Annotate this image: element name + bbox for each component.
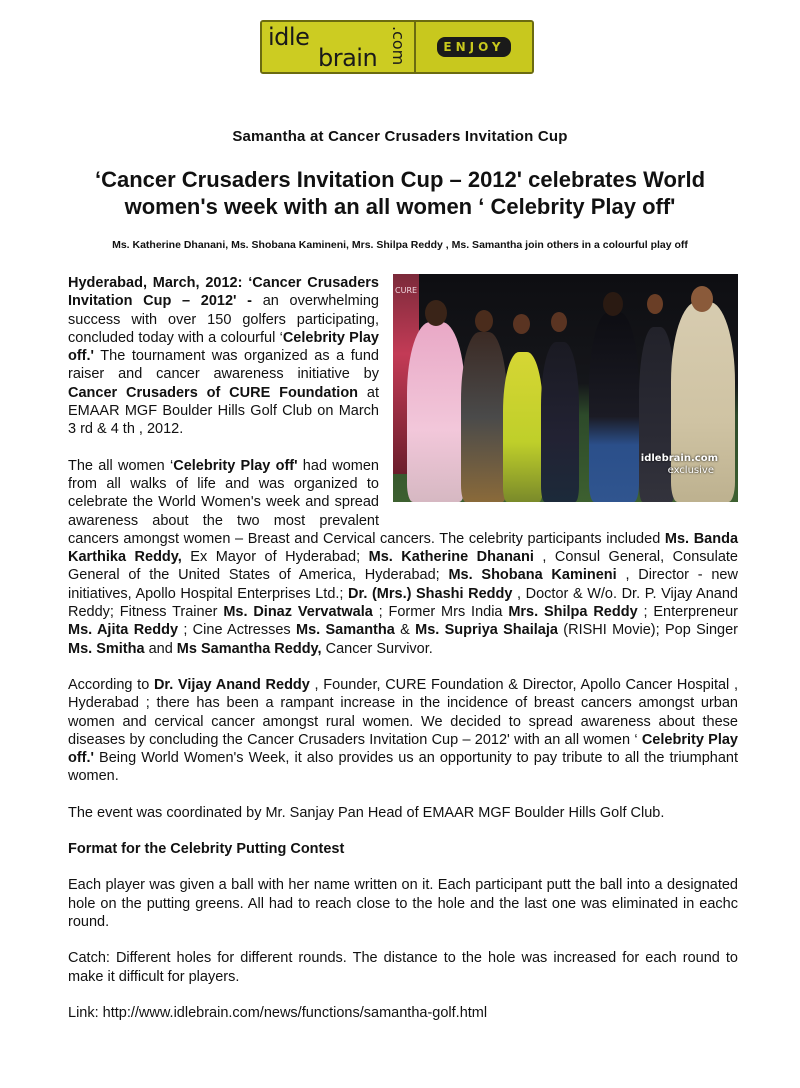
photo-head bbox=[475, 310, 493, 332]
p2-bold-9: Ms. Samantha bbox=[296, 622, 395, 639]
photo-watermark: idlebrain.com bbox=[640, 452, 718, 464]
p2-text-1: The all women ‘ bbox=[68, 457, 174, 474]
p2-bold-11: Ms. Smitha bbox=[68, 640, 145, 657]
p2-text-13: Cancer Survivor. bbox=[321, 640, 433, 657]
photo-head bbox=[603, 292, 623, 316]
logo-text-com: .com bbox=[389, 26, 408, 66]
p1-bold-1: Hyderabad, March, 2012: ‘Cancer Crusaders Invitation Cup – 2012' - bbox=[68, 275, 379, 310]
p1-bold-3: Cancer Crusaders of CURE Foundation bbox=[68, 384, 359, 401]
logo-tagline-area bbox=[416, 22, 532, 72]
photo-head bbox=[647, 294, 663, 314]
p2-bold-7: Mrs. Shilpa Reddy bbox=[508, 604, 638, 621]
photo-figure-yellow bbox=[503, 352, 543, 502]
p1-text-2: The tournament was organized as a fund raiser and cancer awareness initiative by bbox=[68, 348, 379, 383]
p2-text-7: ; Former Mrs India bbox=[372, 604, 509, 621]
p2-text-8: ; Enterpreneur bbox=[637, 604, 738, 621]
p1-bold-2: Celebrity Play off.' bbox=[68, 329, 379, 365]
paragraph-5: Each player was given a ball with her name written on it. Each participant putt the ball into a designated hole on the putting greens. All had to reach close to the hole and the last one was eliminated in eachc round. bbox=[68, 877, 738, 930]
logo-com bbox=[384, 22, 414, 72]
article-body bbox=[68, 274, 738, 1040]
p2-bold-10: Ms. Supriya Shailaja bbox=[415, 622, 558, 639]
photo-watermark-exclusive: exclusive bbox=[667, 464, 714, 476]
p2-bold-5: Dr. (Mrs.) Shashi Reddy bbox=[348, 585, 513, 602]
p2-bold-1: Celebrity Play off' bbox=[173, 457, 298, 474]
document-title: Samantha at Cancer Crusaders Invitation Cup bbox=[232, 128, 568, 145]
p1-text-3: at EMAAR MGF Boulder Hills Golf Club on March 3 rd & 4 th , 2012. bbox=[68, 384, 380, 438]
photo-banner-text: CURE bbox=[395, 286, 418, 295]
photo-head bbox=[691, 286, 713, 312]
paragraph-4: The event was coordinated by Mr. Sanjay Pan Head of EMAAR MGF Boulder Hills Golf Club. bbox=[68, 804, 665, 821]
p2-bold-3: Ms. Katherine Dhanani bbox=[368, 549, 534, 566]
p2-bold-12: Ms Samantha Reddy, bbox=[176, 640, 322, 657]
p2-text-11: (RISHI Movie); Pop Singer bbox=[557, 622, 738, 639]
p2-text-6: , Doctor & W/o. Dr. P. Vijay Anand Reddy; Fitness Trainer bbox=[68, 585, 738, 621]
logo-text-idle: idle bbox=[268, 23, 310, 51]
p2-bold-4: Ms. Shobana Kamineni bbox=[448, 567, 617, 584]
logo-tagline: ENJOY bbox=[437, 37, 510, 57]
photo-figure-pink bbox=[407, 322, 465, 502]
p2-bold-6: Ms. Dinaz Vervatwala bbox=[223, 604, 373, 621]
idlebrain-logo[interactable] bbox=[260, 20, 534, 74]
article-link[interactable]: Link: http://www.idlebrain.com/news/functions/samantha-golf.html bbox=[68, 1004, 488, 1021]
event-photo bbox=[393, 274, 738, 502]
p2-text-5: , Director - new initiatives, Apollo Hospital Enterprises Ltd.; bbox=[68, 567, 738, 602]
photo-figure-putter bbox=[589, 312, 639, 502]
paragraph-3 bbox=[68, 676, 738, 786]
p2-text-4: , Consul General, Consulate General of the United States of America, Hyderabad; bbox=[68, 549, 738, 584]
format-heading: Format for the Celebrity Putting Contest bbox=[68, 841, 345, 858]
headline: ‘Cancer Crusaders Invitation Cup – 2012' celebrates World women's week with an all women ‘ Celebrity Play off' bbox=[94, 167, 706, 219]
photo-head bbox=[425, 300, 447, 326]
p2-text-10: & bbox=[394, 622, 416, 639]
p2-text-2: had women from all walks of life and was organized to celebrate the World Women's week and spread awareness about the two most prevalent cancers amongst women – Breast and Cervical cancers. The celebrity participants included bbox=[68, 457, 665, 547]
photo-figure-saree bbox=[461, 332, 507, 502]
p2-text-12: and bbox=[144, 640, 177, 657]
logo-text-brain: brain bbox=[318, 44, 378, 72]
logo-wordmark bbox=[262, 22, 384, 72]
p3-text-3: Being World Women's Week, it also provides us an opportunity to pay tribute to all the triumphant women. bbox=[68, 750, 738, 785]
p3-bold-1: Dr. Vijay Anand Reddy bbox=[153, 676, 310, 693]
photo-head bbox=[551, 312, 567, 332]
p3-bold-2: Celebrity Play off.' bbox=[68, 731, 738, 767]
photo-head bbox=[513, 314, 530, 334]
p2-text-9: ; Cine Actresses bbox=[178, 622, 297, 639]
p3-text-1: According to bbox=[68, 676, 154, 693]
subheadline: Ms. Katherine Dhanani, Ms. Shobana Kamineni, Mrs. Shilpa Reddy , Ms. Samantha join others in a colourful play off bbox=[112, 239, 688, 251]
photo-figure-dark bbox=[541, 342, 579, 502]
p2-bold-8: Ms. Ajita Reddy bbox=[68, 622, 179, 639]
p2-text-3: Ex Mayor of Hyderabad; bbox=[181, 549, 369, 566]
p3-text-2: , Founder, CURE Foundation & Director, Apollo Cancer Hospital , Hyderabad ; there has been a rampant increase in the incidence of breast cancers amongst urban women and cervical cancer amongst rural women. We decided to spread awareness about these diseases by concluding the Cancer Crusaders Invitation Cup – 2012' with an all women ‘ bbox=[68, 676, 738, 748]
paragraph-6: Catch: Different holes for different rounds. The distance to the hole was increased for each round to make it difficult for players. bbox=[68, 950, 738, 985]
p1-text-1: an overwhelming success with over 150 golfers participating, concluded today with a colourful ‘ bbox=[68, 293, 379, 346]
p2-bold-2: Ms. Banda Karthika Reddy, bbox=[68, 530, 739, 566]
